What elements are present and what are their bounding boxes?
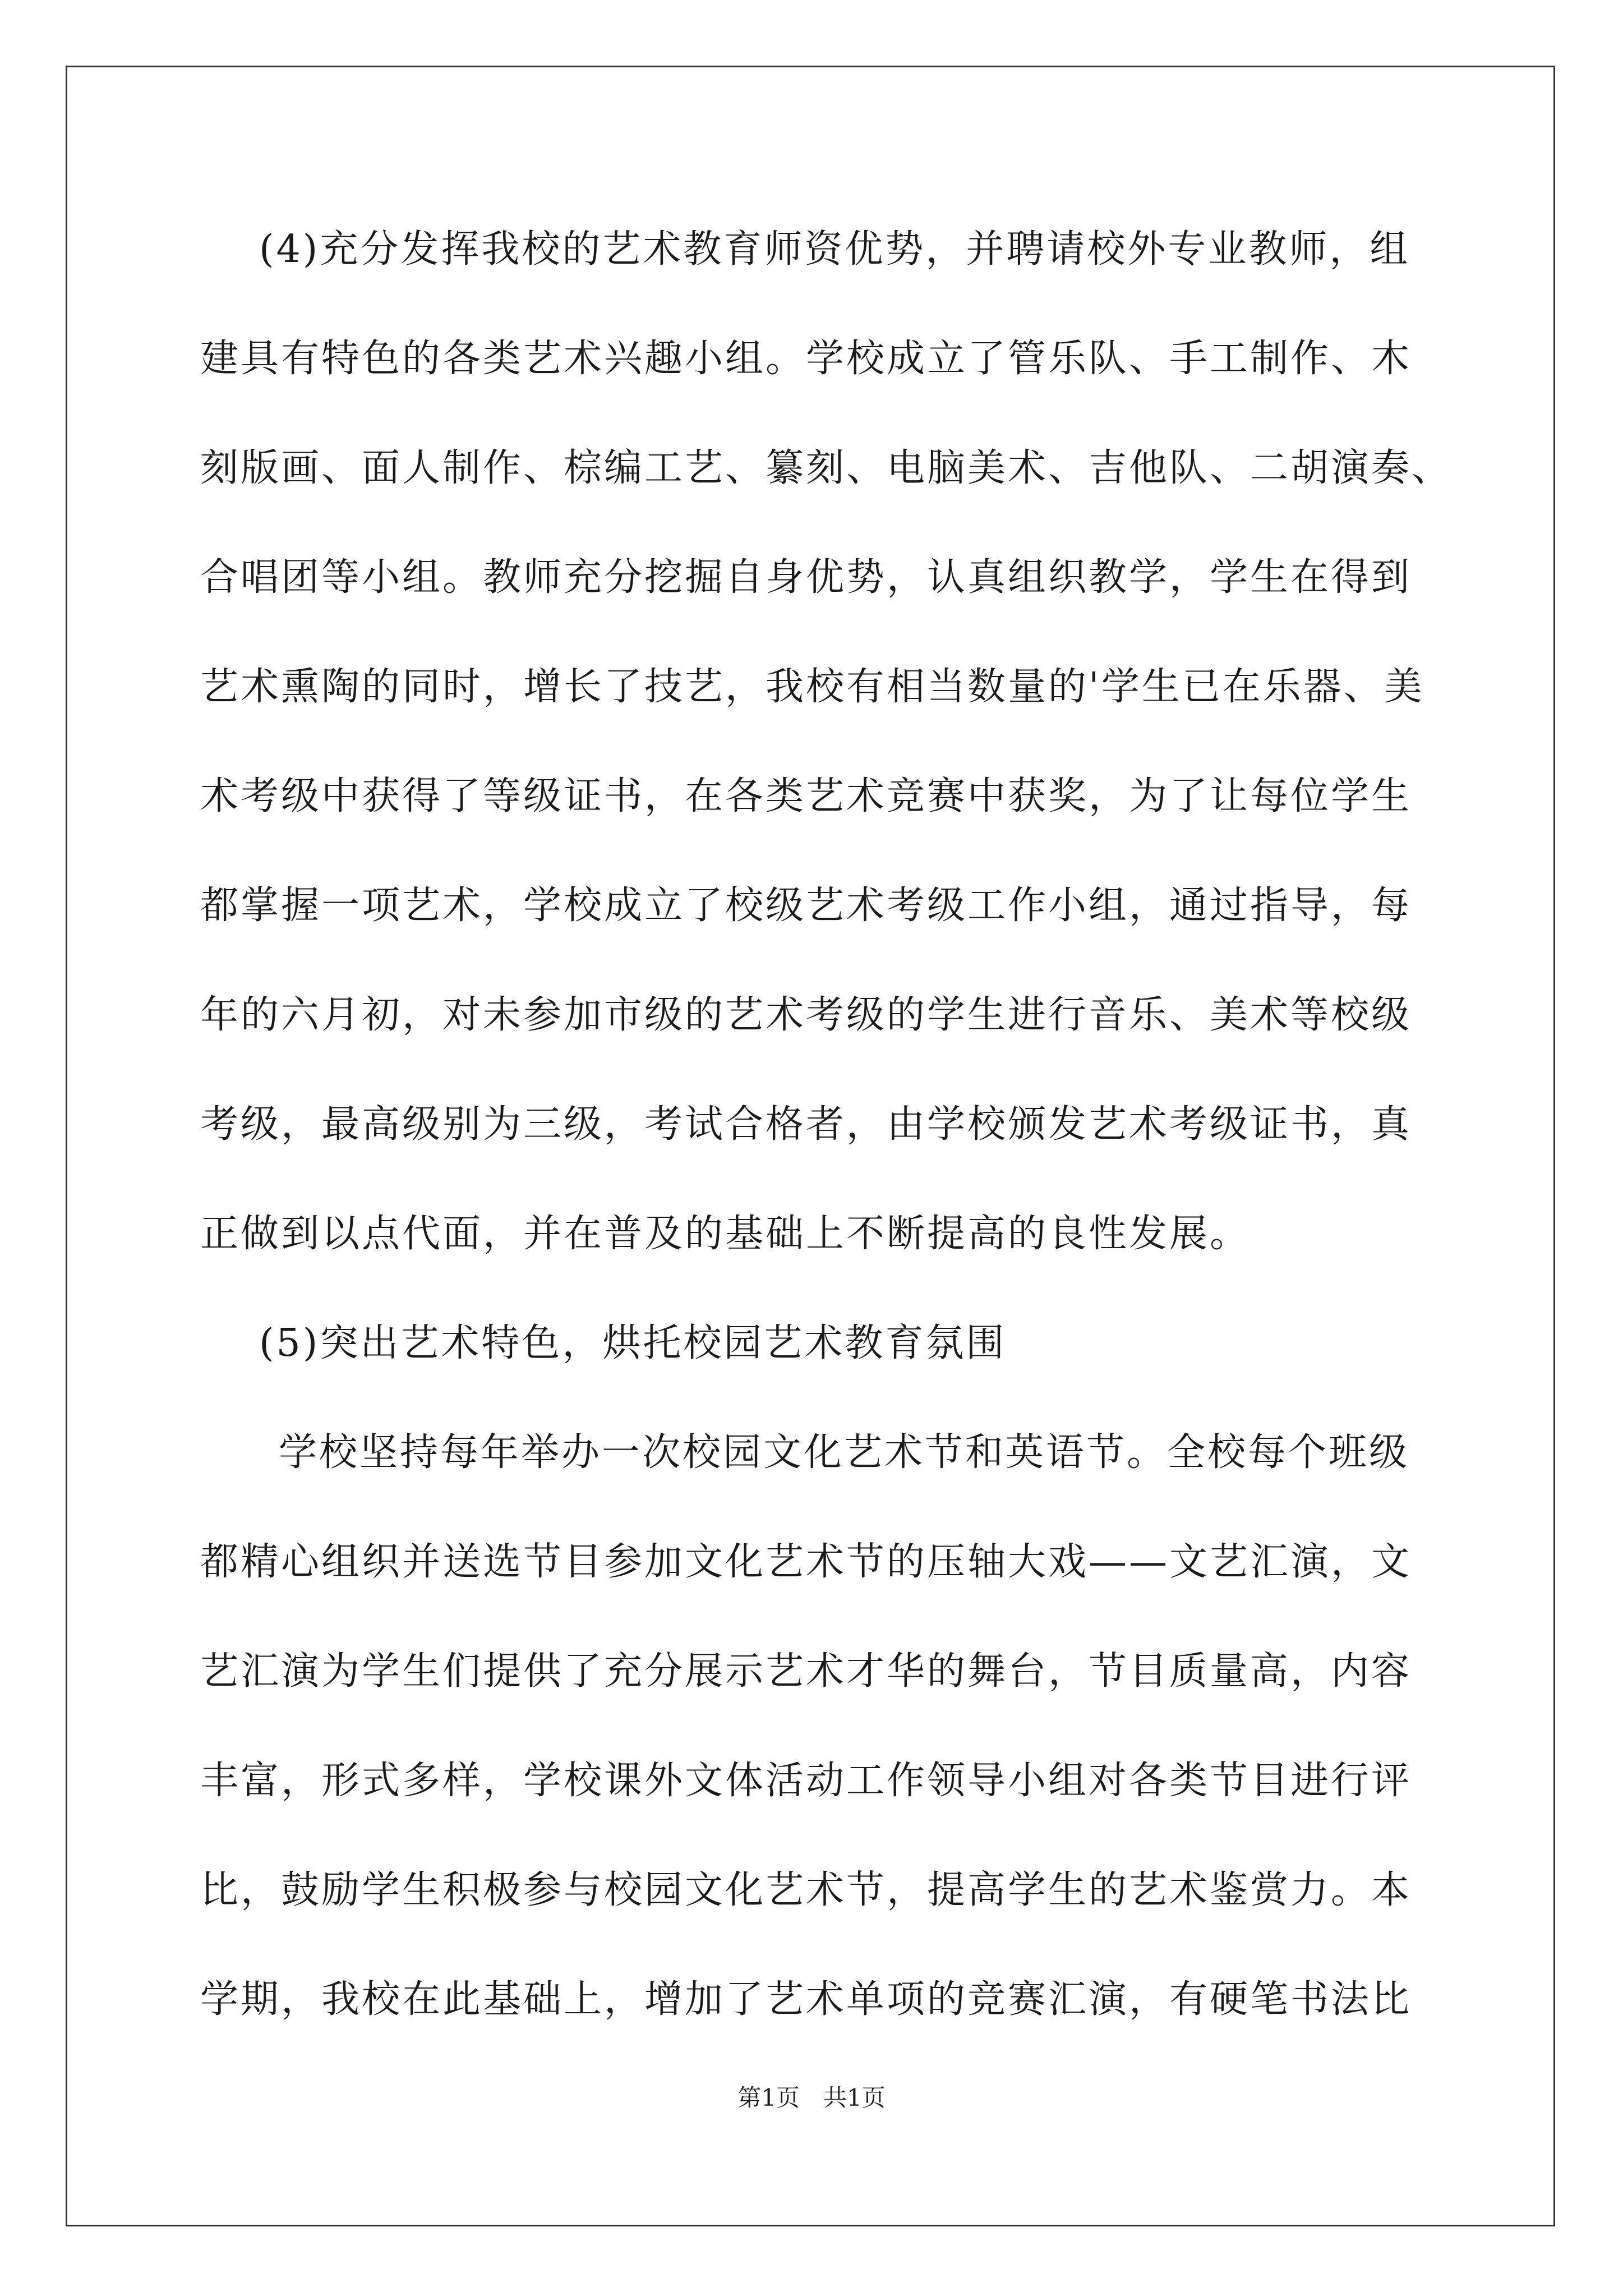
paragraph-4-line-5: 艺术熏陶的同时，增长了技艺，我校有相当数量的'学生已在乐器、美 — [200, 665, 1424, 709]
paragraph-5-line-1: 学校坚持每年举办一次校园文化艺术节和英语节。全校每个班级 — [279, 1430, 1410, 1475]
paragraph-5-line-5: 比，鼓励学生积极参与校园文化艺术节，提高学生的艺术鉴赏力。本 — [200, 1868, 1412, 1912]
paragraph-4-line-8: 年的六月初，对未参加市级的艺术考级的学生进行音乐、美术等校级 — [200, 993, 1412, 1037]
paragraph-4-line-6: 术考级中获得了等级证书，在各类艺术竞赛中获奖，为了让每位学生 — [200, 774, 1412, 818]
page-number-footer: 第1页 共1页 — [737, 2084, 886, 2111]
paragraph-4-line-7: 都掌握一项艺术，学校成立了校级艺术考级工作小组，通过指导，每 — [200, 884, 1412, 928]
paragraph-5-line-6: 学期，我校在此基础上，增加了艺术单项的竞赛汇演，有硬笔书法比 — [200, 1977, 1412, 2022]
paragraph-4-line-2: 建具有特色的各类艺术兴趣小组。学校成立了管乐队、手工制作、木 — [200, 337, 1412, 381]
paragraph-4-line-4: 合唱团等小组。教师充分挖掘自身优势，认真组织教学，学生在得到 — [200, 555, 1412, 600]
paragraph-4-line-10: 正做到以点代面，并在普及的基础上不断提高的良性发展。 — [200, 1212, 1251, 1256]
paragraph-5-line-3: 艺汇演为学生们提供了充分展示艺术才华的舞台，节目质量高，内容 — [200, 1649, 1412, 1694]
paragraph-4-line-9: 考级，最高级别为三级，考试合格者，由学校颁发艺术考级证书，真 — [200, 1102, 1412, 1147]
paragraph-4-line-3: 刻版画、面人制作、棕编工艺、纂刻、电脑美术、吉他队、二胡演奏、 — [200, 446, 1453, 490]
paragraph-4-line-1: (4)充分发挥我校的艺术教育师资优势，并聘请校外专业教师，组 — [259, 227, 1410, 272]
section-5-heading: (5)突出艺术特色，烘托校园艺术教育氛围 — [259, 1321, 1007, 1365]
paragraph-5-line-2: 都精心组织并送选节目参加文化艺术节的压轴大戏——文艺汇演，文 — [200, 1540, 1412, 1584]
paragraph-5-line-4: 丰富，形式多样，学校课外文体活动工作领导小组对各类节目进行评 — [200, 1759, 1412, 1803]
